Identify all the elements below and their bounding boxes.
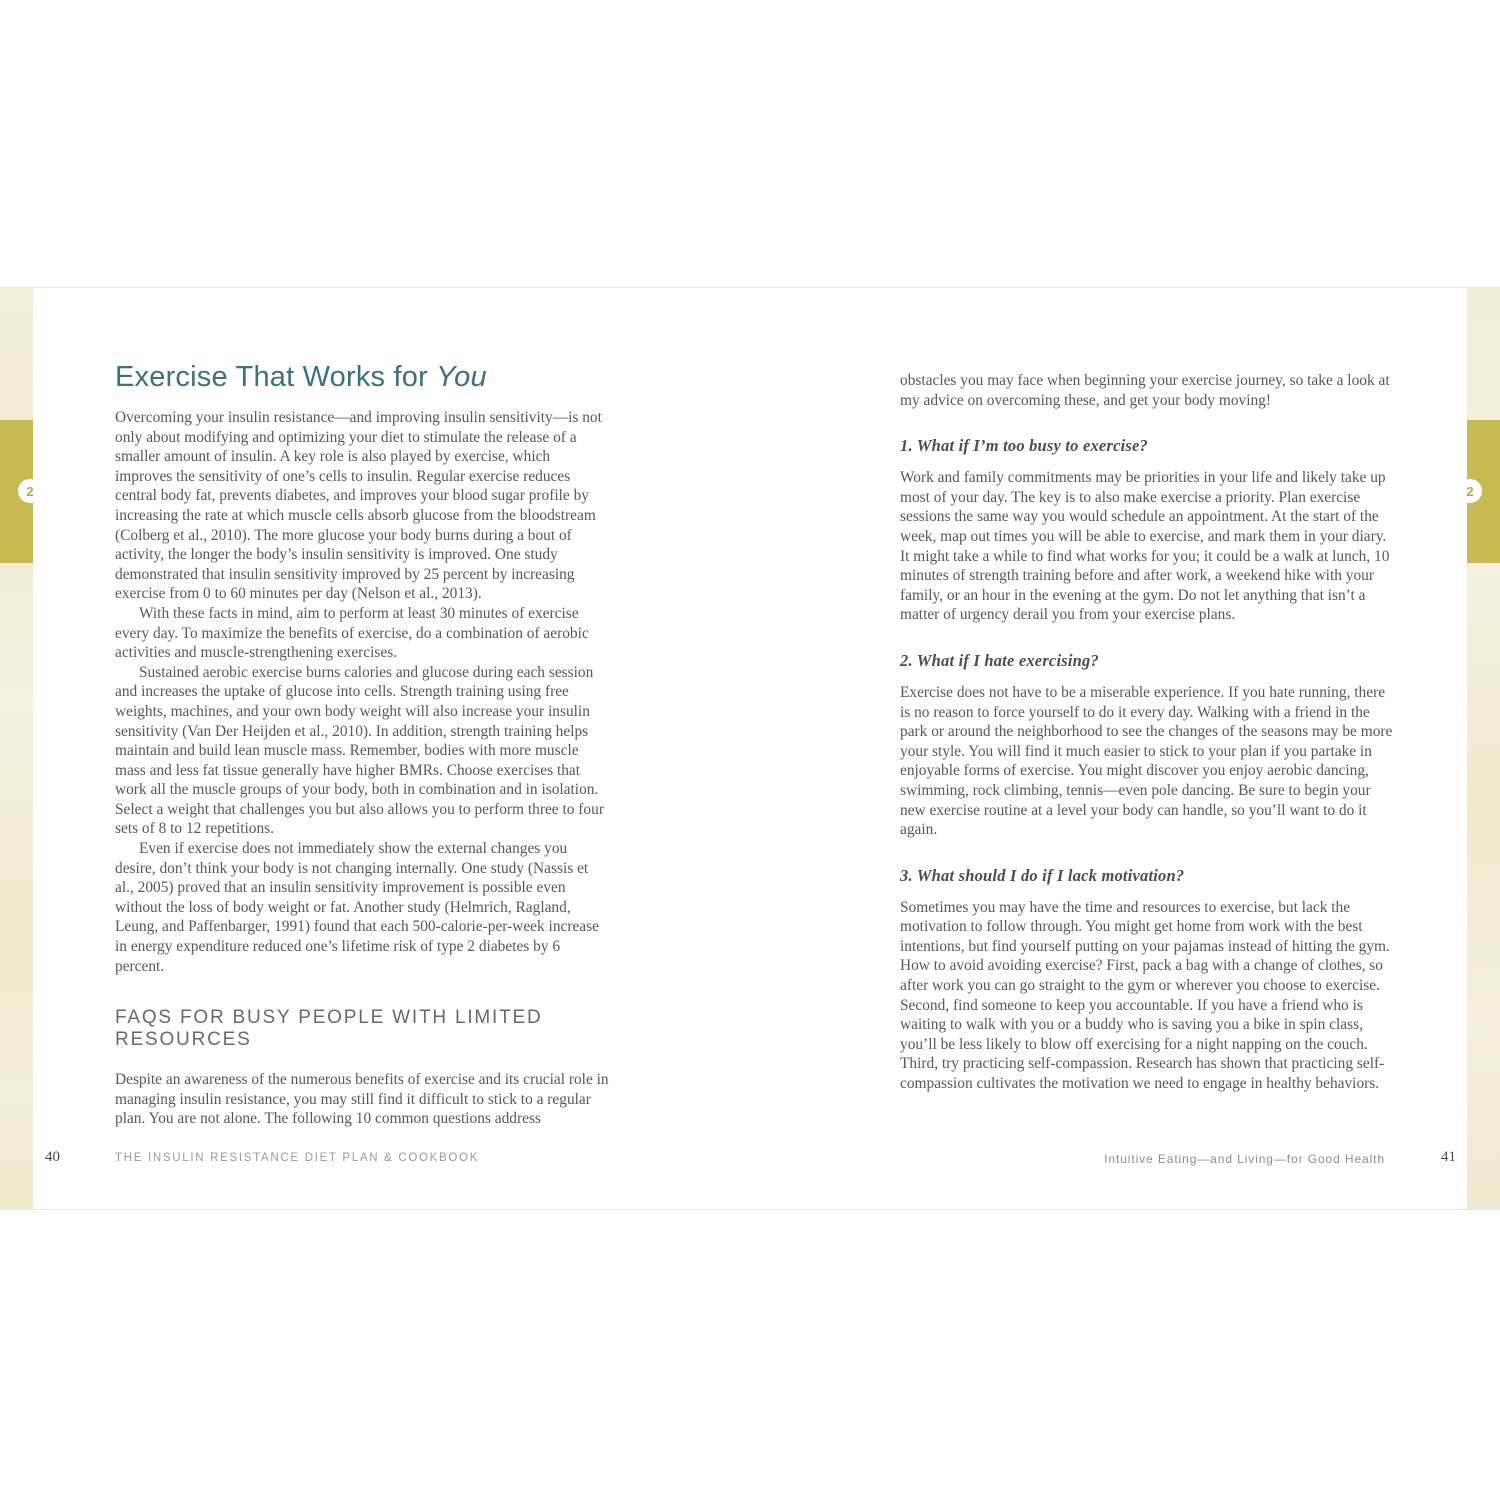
chapter-title-main: Exercise That Works for: [115, 361, 437, 393]
faq-answer-2: Exercise does not have to be a miserable experience. If you hate running, there is no reason to force yourself to do it every day. Walking with a friend in the park or around the neighborhood to see the changes of the seasons may be more your style. You will find it much easier to stick to your plan if you partake in enjoyable forms of exercise. You might discover you enjoy aerobic dancing, swimming, rock climbing, tennis—even pole dancing. Be sure to begin your new exercise routine at a level your body can handle, so you’ll want to do it again.: [900, 683, 1393, 839]
paragraph-intro-continued: obstacles you may face when beginning your exercise journey, so take a look at my advice on overcoming these, and get your body moving!: [900, 372, 1390, 409]
faq-answer-1: Work and family commitments may be priorities in your life and likely take up most of your day. The key is to also make exercise a priority. Plan exercise sessions the same way you would schedule an appointment. At the start of the week, map out times you will be able to exercise, and mark them in your diary. It might take a while to find what works for you; it could be a walk at lunch, 10 minutes of strength training before and after work, a weekend hike with your family, or an hour in the evening at the gym. Do not let anything that isn’t a matter of urgency derail you from your exercise plans.: [900, 469, 1390, 624]
chapter-number: 2: [26, 483, 34, 499]
paragraph-internal-changes: Even if exercise does not immediately show the external changes you desire, don’t think your body is not changing internally. One study (Nassis et al., 2005) proved that an insulin sensitivity improvement is possible even without the loss of body weight or fat. Another study (Helmrich, Ragland, Leung, and Paffenbarger, 1991) found that each 500-calorie-per-week increase in energy expenditure reduced one’s lifetime risk of type 2 diabetes by 6 percent.: [115, 840, 599, 975]
chapter-title-italic: You: [436, 361, 487, 393]
page-number-left: 40: [45, 1149, 60, 1165]
running-footer-left: THE INSULIN RESISTANCE DIET PLAN & COOKBOOK: [115, 1152, 480, 1164]
chapter-tab-left: [0, 420, 33, 563]
chapter-number-badge-right: [1458, 479, 1482, 503]
chapter-title: [115, 360, 609, 394]
chapter-tab-right: [1467, 420, 1500, 563]
faq-question-3: 3. What should I do if I lack motivation?: [900, 865, 1185, 885]
paragraph-overview: Overcoming your insulin resistance—and improving insulin sensitivity—is not only about modifying and optimizing your diet to stimulate the release of a smaller amount of insulin. A key role is also played by exercise, which improves the sensitivity of one’s cells to insulin. Regular exercise reduces central body fat, prevents diabetes, and improves your blood sugar profile by increasing the rate at which muscle cells absorb glucose from the bloodstream (Colberg et al., 2010). The more glucose your body burns during a bout of activity, the longer the body’s insulin sensitivity is improved. One study demonstrated that insulin sensitivity improved by 25 percent by increasing exercise from 0 to 60 minutes per day (Nelson et al., 2013).: [115, 409, 602, 603]
faq-section-heading: FAQS FOR BUSY PEOPLE WITH LIMITED RESOURCES: [115, 1007, 543, 1051]
chapter-number-badge-left: [18, 479, 42, 503]
running-footer-right: Intuitive Eating—and Living—for Good Health: [1104, 1152, 1385, 1166]
faq-answer-3: Sometimes you may have the time and resources to exercise, but lack the motivation to follow through. You might get home from work with the best intentions, but find yourself putting on your pajamas instead of hitting the gym. How to avoid avoiding exercise? First, pack a bag with a change of clothes, so after work you can go straight to the gym or wherever you choose to exercise. Second, find someone to keep you accountable. If you have a friend who is waiting to walk with you or a buddy who is saving you a bike in spin class, you’ll be less likely to blow off exercising for a night napping on the couch. Third, try practicing self-compassion. Research has shown that practicing self-compassion cultivates the motivation we need to engage in healthy behaviors.: [900, 898, 1390, 1093]
paragraph-aerobic-strength: Sustained aerobic exercise burns calories and glucose during each session and increases the uptake of glucose into cells. Strength training using free weights, machines, and your own body weight will also increase your insulin sensitivity (Van Der Heijden et al., 2010). In addition, strength training helps maintain and build lean muscle mass. Remember, bodies with more muscle mass and less fat tissue generally have higher BMRs. Choose exercises that work all the muscle groups of your body, both in combination and in isolation. Select a weight that challenges you but also allows you to perform three to four sets of 8 to 12 repetitions.: [115, 663, 604, 838]
page-number-right: 41: [1441, 1149, 1456, 1165]
faq-question-2: 2. What if I hate exercising?: [900, 650, 1099, 670]
paragraph-faq-intro: Despite an awareness of the numerous benefits of exercise and its crucial role in managing insulin resistance, you may still find it difficult to stick to a regular plan. You are not alone. The following 10 common questions address: [115, 1071, 609, 1128]
paragraph-aim: With these facts in mind, aim to perform at least 30 minutes of exercise every day. To maximize the benefits of exercise, do a combination of aerobic activities and muscle-strengthening exercises.: [115, 604, 589, 662]
right-page-text-column: [900, 371, 1394, 1094]
chapter-number: 2: [1466, 483, 1474, 499]
faq-question-1: 1. What if I’m too busy to exercise?: [900, 436, 1148, 456]
left-page-text-column: [115, 360, 609, 1129]
